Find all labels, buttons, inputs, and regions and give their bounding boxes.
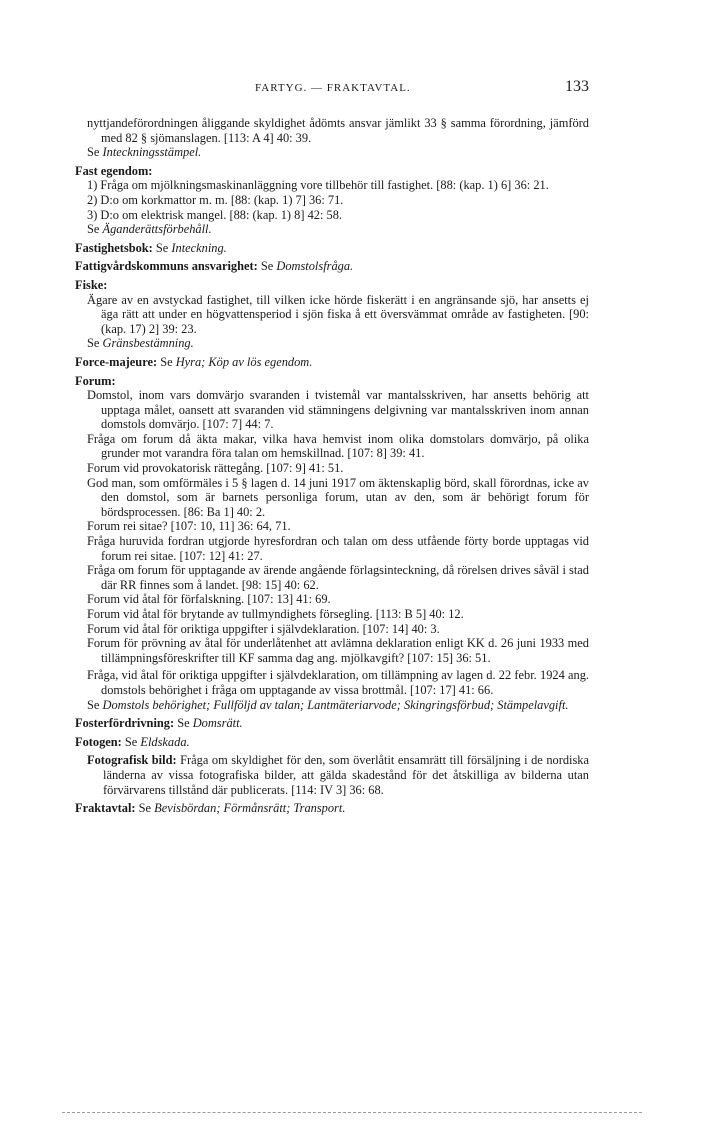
entry-item: Forum vid åtal för brytande av tullmyndighets försegling. [113: B 5] 40: 12. bbox=[87, 607, 464, 621]
entry-heading: Fast egendom: bbox=[75, 163, 153, 178]
see-reference: Se Inteckningsstämpel. bbox=[87, 145, 202, 160]
entry-heading: Fraktavtal: bbox=[75, 801, 136, 816]
entry-item: Forum vid åtal för oriktiga uppgifter i självdeklaration. [107: 14] 40: 3. bbox=[87, 621, 440, 636]
see-reference: Se Gränsbestämning. bbox=[87, 336, 194, 351]
see-reference: Se Domstols behörighet; Fullföljd av talan; Lantmäteriarvode; Skingringsförbud; Stämpelavgift. bbox=[87, 697, 569, 712]
entry-fraktavtal: Fraktavtal: Se Bevisbördan; Förmånsrätt; Transport. bbox=[75, 801, 346, 816]
entry-item: Fråga huruvida fordran utgjorde hyresfordran och talan om dess utfående förty borde upptagas vid forum rei sitae. [107: 12] 41: 27. bbox=[87, 534, 589, 563]
entry-heading: Fosterfördrivning: bbox=[75, 716, 175, 731]
entry-heading: Force-majeure: bbox=[75, 354, 158, 369]
entry-fosterfordrivning: Fosterfördrivning: Se Domsrätt. bbox=[75, 716, 243, 731]
entry-heading: Fotografisk bild: bbox=[87, 753, 177, 768]
see-reference: Inteckning. bbox=[171, 240, 227, 255]
entry-item: Fråga, vid åtal för oriktiga uppgifter i självdeklaration, om tillämpning av lagen d. 22 febr. 1924 ang. domstols behörighet i fråga om upptagande av vissa brottmål. [107: 17] 41: 66. bbox=[87, 668, 589, 697]
entry-forum bbox=[75, 374, 589, 713]
entry-item: Ägare av en avstyckad fastighet, till vilken icke hörde fiskerätt i en angränsande sjö, har ansetts ej äga rätt att under en högvattensperiod i sjön fiska å ett översvämmat område av fastigheten. [90: (kap. 17) 2] 39: 23. bbox=[87, 292, 589, 336]
continuation-text: nyttjandeförordningen åliggande skyldighet ådömts ansvar jämlikt 33 § samma förordning, jämförd med 82 § sjömanslagen. [113: A 4] 40: 39. bbox=[87, 116, 589, 145]
entry-item: God man, som omförmäles i 5 § lagen d. 14 juni 1917 om äktenskaplig börd, skall förordnas, icke av den domstol, som är barnets personliga forum, utan av den, som är behörigt forum för bördsprocessen. [86: Ba 1] 40: 2. bbox=[87, 475, 589, 519]
entry-item: Fråga om forum då äkta makar, vilka hava hemvist inom olika domstolars domvärjo, på olika grunder mot varandra föra talan om hemskillnad. [107: 8] 39: 41. bbox=[87, 431, 589, 461]
entry-item: 2) D:o om korkmattor m. m. [88: (kap. 1) 7] 36: 71. bbox=[87, 192, 344, 207]
entry-item: 1) Fråga om mjölkningsmaskinanläggning vore tillbehör till fastighet. [88: (kap. 1) 6] 36: 21. bbox=[87, 178, 549, 193]
see-reference: Hyra; Köp av lös egendom. bbox=[175, 354, 313, 369]
index-content bbox=[75, 116, 589, 816]
entry-fotogen: Fotogen: Se Eldskada. bbox=[75, 734, 190, 749]
entry-heading: Fastighetsbok: bbox=[75, 240, 153, 255]
entry-item: Fråga om forum för upptagande av ärende angående förlagsinteckning, då rörelsen drives såväl i stad där RR finnes som å landet. [98: 15] 40: 62. bbox=[87, 563, 589, 592]
entry-heading: Fiske: bbox=[75, 277, 108, 292]
page-number: 133 bbox=[565, 78, 589, 95]
entry-item: Domstol, inom vars domvärjo svaranden i tvistemål var mantalsskriven, har ansetts behörig att upptaga målet, oansett att svaranden vid stämningens delgivning var mantalsskriven inom annan domstols domvärjo. [107: 7] 44: 7. bbox=[87, 388, 589, 432]
entry-force-majeure: Force-majeure: Se Hyra; Köp av lös egendom. bbox=[75, 354, 313, 369]
entry-item: Forum vid provokatorisk rättegång. [107: 9] 41: 51. bbox=[87, 461, 344, 476]
page-header bbox=[75, 78, 589, 98]
entry-item: 3) D:o om elektrisk mangel. [88: (kap. 1) 8] 42: 58. bbox=[87, 207, 342, 222]
entry-heading: Fattigvårdskommuns ansvarighet: bbox=[75, 259, 258, 274]
entry-fotografisk-bild bbox=[75, 753, 589, 797]
entry-heading: Forum: bbox=[75, 373, 116, 388]
entry-item: Forum rei sitae? [107: 10, 11] 36: 64, 71. bbox=[87, 519, 291, 534]
entry-fattigvardskommun: Fattigvårdskommuns ansvarighet: Se Domstolsfråga. bbox=[75, 259, 354, 274]
entry-fast-egendom bbox=[75, 164, 589, 237]
see-reference: Domsrätt. bbox=[192, 716, 243, 731]
entry-item: Forum vid åtal för förfalskning. [107: 13] 41: 69. bbox=[87, 592, 331, 607]
see-reference: Domstolsfråga. bbox=[276, 259, 354, 274]
see-reference: Se Äganderättsförbehåll. bbox=[87, 222, 212, 237]
see-reference: Eldskada. bbox=[140, 734, 190, 749]
entry-text: Fråga om skyldighet för den, som överlåtit ensamrätt till försäljning i de nordiska länderna av vissa fotografiska bilder, att gälda skadestånd för det åtskilliga av bilderna utan förvärvarens tillstånd där publicerats. [114: IV 3] 36: 68. bbox=[103, 753, 589, 797]
entry-heading: Fotogen: bbox=[75, 734, 122, 749]
page-bottom-rule bbox=[62, 1112, 642, 1113]
entry-item: Forum för prövning av åtal för underlåtenhet att avlämna deklaration enligt KK d. 26 juni 1933 med tillämpningsföreskrifter till KF samma dag ang. mjölkavgift? [107: 15] 36: 51. bbox=[87, 636, 589, 665]
running-head: FARTYG. — FRAKTAVTAL. bbox=[255, 82, 411, 94]
entry-fastighetsbok: Fastighetsbok: Se Inteckning. bbox=[75, 240, 227, 255]
entry-fiske bbox=[75, 278, 589, 351]
see-reference: Bevisbördan; Förmånsrätt; Transport. bbox=[154, 801, 346, 816]
